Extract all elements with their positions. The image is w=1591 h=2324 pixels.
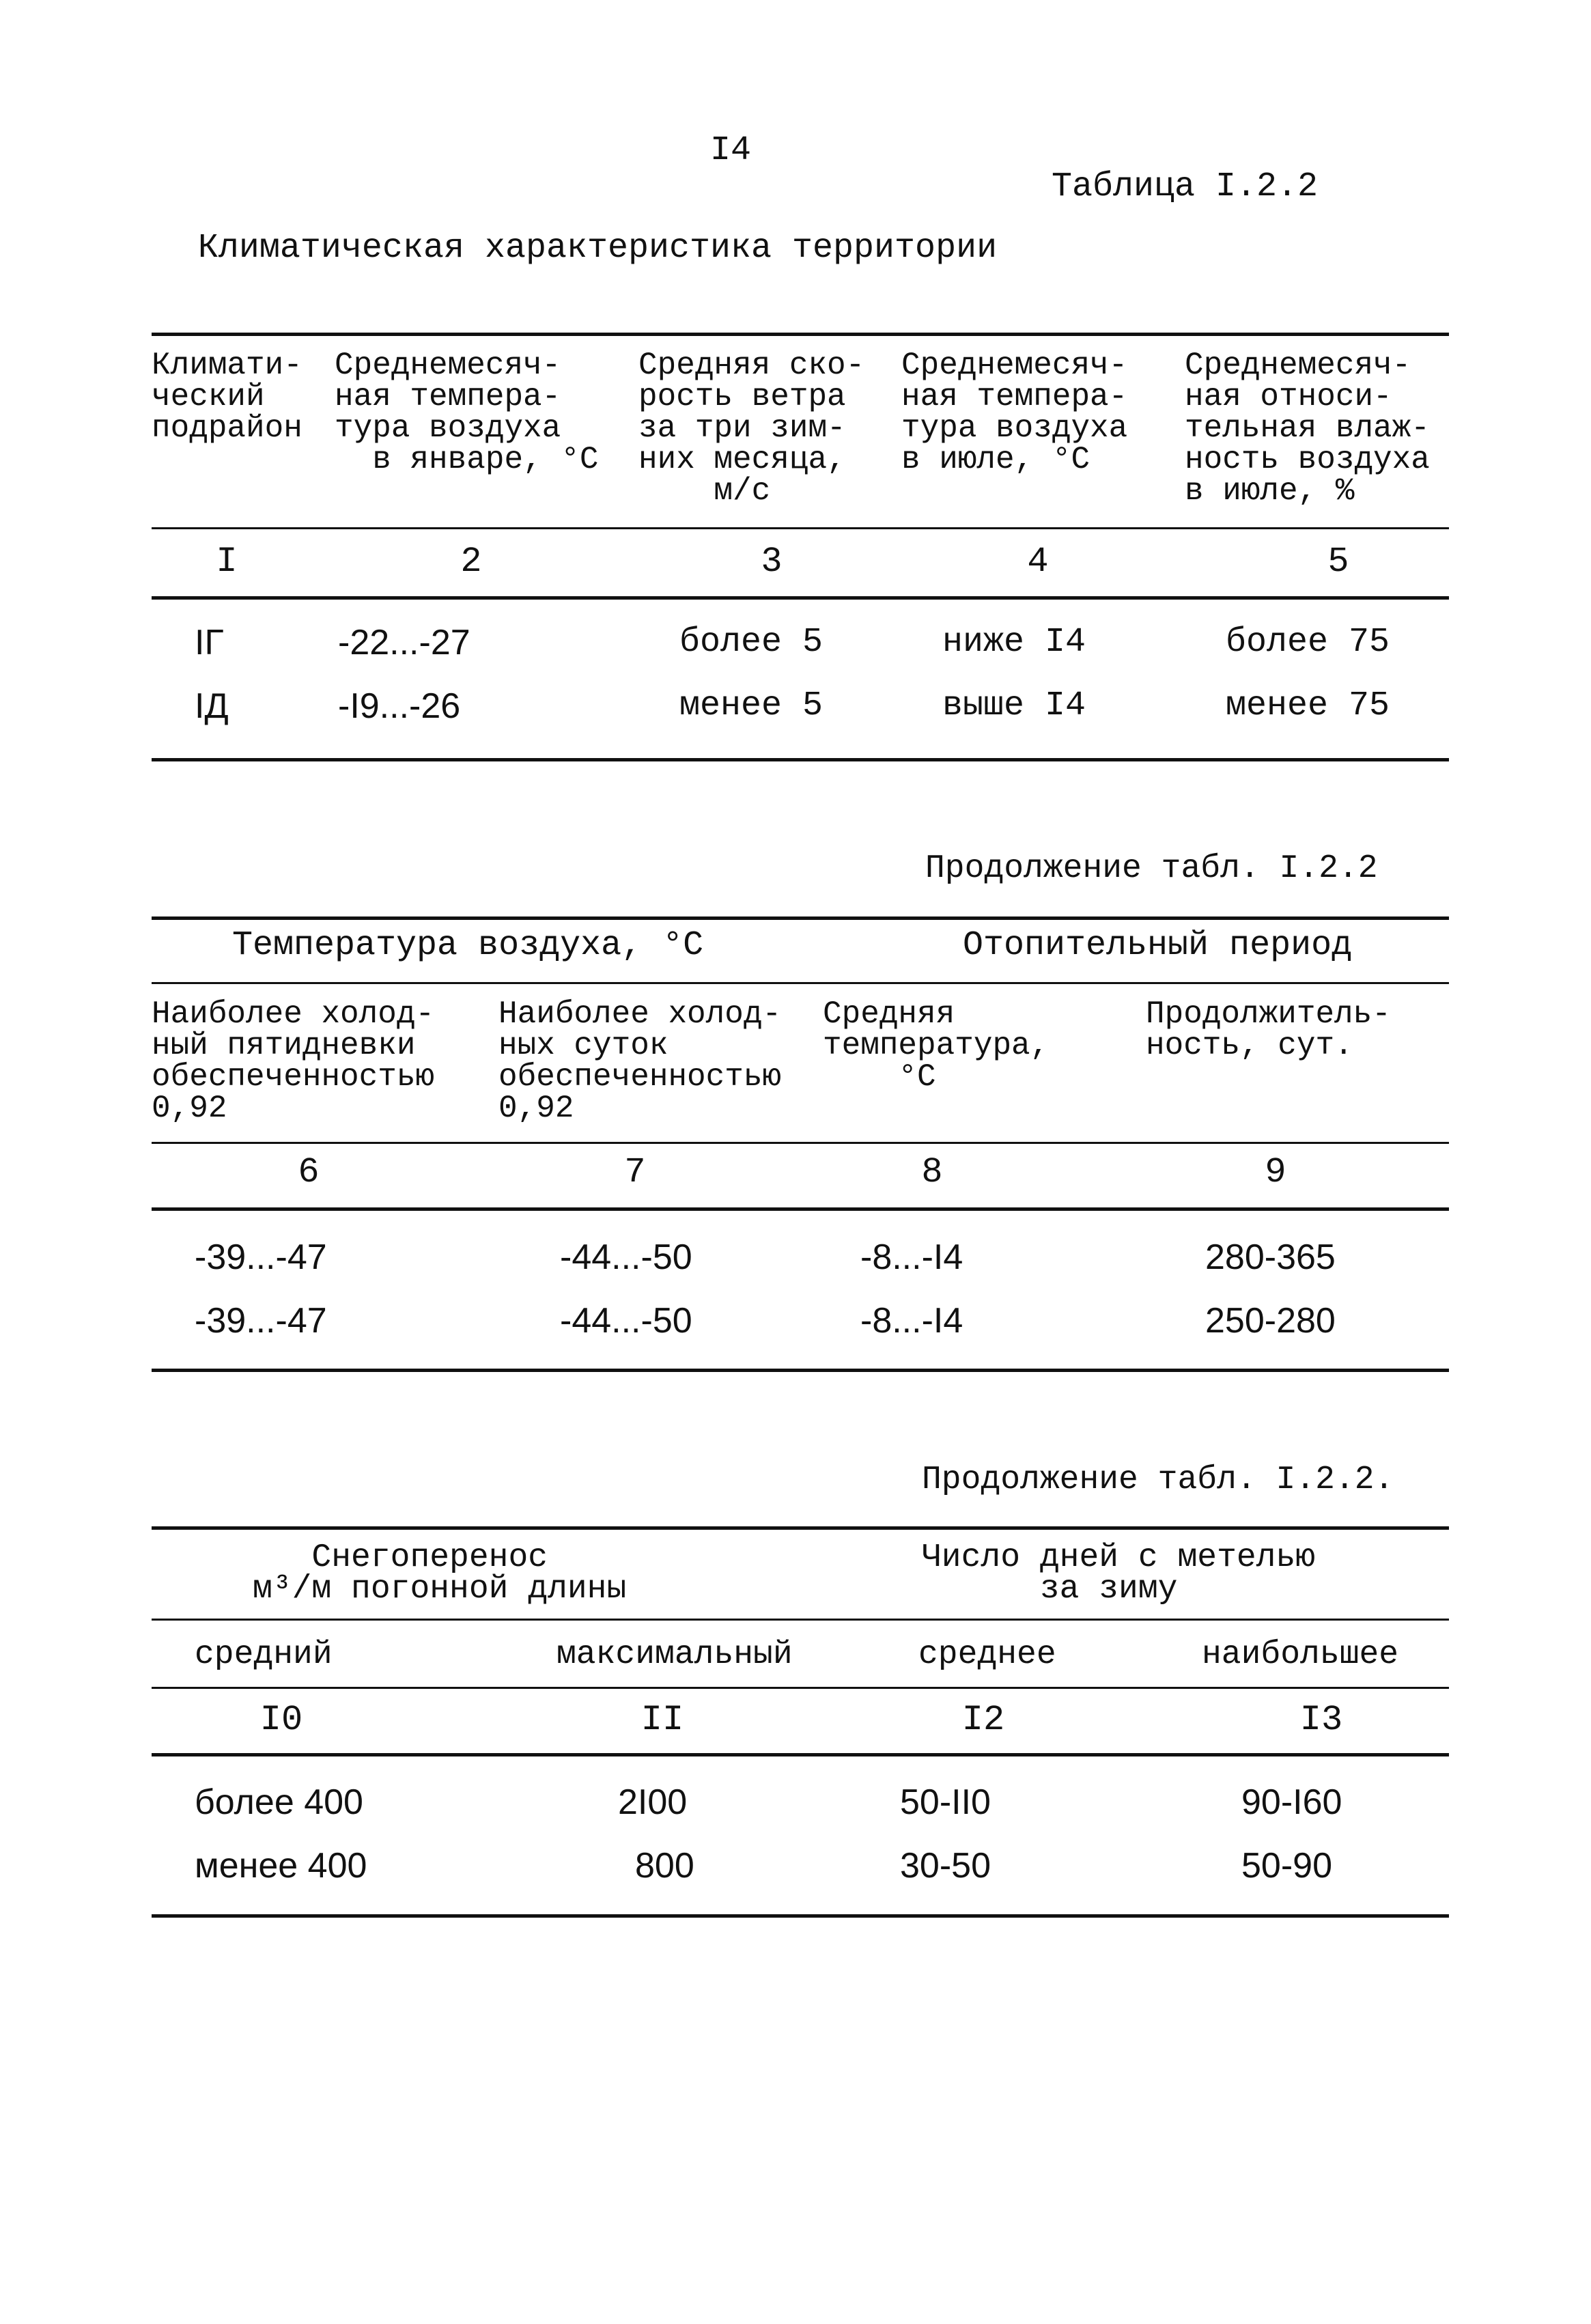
t3-colnum-11: II [640,1700,684,1740]
t3-group-snow-transfer: Снегоперенос м³/м погонной длины [253,1539,627,1608]
t1-colnum-2: 2 [460,542,482,582]
table-1-numbers-rule [152,596,1449,600]
t2-header-col9: Продолжитель- ность, сут. [1146,996,1391,1063]
t2-colnum-8: 8 [921,1152,943,1192]
t2-header-col8: Средняя температура, °С [823,996,1050,1095]
table-3-group-rule [152,1619,1449,1621]
table-3-bottom-rule [152,1914,1449,1918]
t1-row1-jan-temp: -22...-27 [338,623,470,662]
t1-row1-humidity: более 75 [1226,623,1390,662]
table-1-bottom-rule [152,758,1449,761]
t3-header-col13: наибольшее [1202,1636,1399,1673]
t1-header-col2: Среднемесяч- ная темпера- тура воздуха в январе, °С [335,348,599,477]
t1-row2-wind: менее 5 [679,686,823,725]
t1-row2-humidity: менее 75 [1226,686,1390,725]
t1-colnum-1: I [216,542,238,582]
t1-row2-jul-temp: выше I4 [942,686,1086,725]
continuation-label-1: Продолжение табл. I.2.2 [925,850,1378,887]
table-label: Таблица I.2.2 [1052,167,1319,206]
t2-group-air-temp: Температура воздуха, °С [232,926,704,965]
t2-row1-day: -44...-50 [560,1237,692,1277]
t3-row2-days-avg: 30-50 [900,1846,991,1886]
continuation-label-2: Продолжение табл. I.2.2. [922,1461,1394,1498]
t2-row2-avg-temp: -8...-I4 [860,1301,963,1341]
t3-header-col10: средний [195,1636,333,1673]
t1-header-col3: Средняя ско- рость ветра за три зим- них месяца, м/с [638,348,865,509]
table-title: Климатическая характеристика территории [197,229,998,268]
t3-colnum-13: I3 [1299,1700,1343,1740]
t2-row2-5day: -39...-47 [195,1301,327,1341]
t1-header-col5: Среднемесяч- ная относи- тельная влаж- ность воздуха в июле, % [1185,348,1430,509]
table-1-header-rule [152,527,1449,529]
t3-colnum-10: I0 [259,1700,303,1740]
t3-header-col12: среднее [918,1636,1056,1673]
t2-colnum-7: 7 [624,1152,646,1192]
t3-row1-days-avg: 50-II0 [900,1782,991,1822]
table-1-top-rule [152,333,1449,336]
t2-header-col7: Наиболее холод- ных суток обеспеченностью 0,92 [498,996,782,1126]
t2-header-col6: Наиболее холод- ный пятидневки обеспеченностью 0,92 [152,996,435,1126]
table-3-top-rule [152,1526,1449,1530]
t1-colnum-3: 3 [761,542,783,582]
t1-header-col1: Климати- ческий подрайон [152,348,302,446]
t2-colnum-6: 6 [298,1152,320,1192]
t1-row1-jul-temp: ниже I4 [942,623,1086,662]
t3-group-blizzard-days: Число дней с метелью за зиму [922,1539,1316,1608]
t2-row2-day: -44...-50 [560,1301,692,1341]
table-2-group-rule [152,982,1449,984]
t3-row2-max: 800 [635,1846,694,1886]
t1-colnum-4: 4 [1027,542,1049,582]
table-2-numbers-rule [152,1207,1449,1211]
t3-row2-avg: менее 400 [195,1846,367,1886]
table-2-top-rule [152,916,1449,920]
t3-colnum-12: I2 [961,1700,1005,1740]
table-3-header-rule [152,1687,1449,1689]
t2-row1-5day: -39...-47 [195,1237,327,1277]
t2-row1-avg-temp: -8...-I4 [860,1237,963,1277]
t1-header-col4: Среднемесяч- ная темпера- тура воздуха в июле, °С [901,348,1128,477]
t1-row2-jan-temp: -I9...-26 [338,686,461,726]
table-3-numbers-rule [152,1753,1449,1756]
table-2-header-rule [152,1142,1449,1144]
page-number: I4 [710,131,752,170]
t2-colnum-9: 9 [1265,1152,1286,1192]
t3-row1-days-max: 90-I60 [1241,1782,1342,1822]
t3-header-col11: максимальный [557,1636,793,1673]
t3-row1-avg: более 400 [195,1782,363,1822]
t3-row2-days-max: 50-90 [1241,1846,1332,1886]
t1-colnum-5: 5 [1327,542,1349,582]
t2-row2-duration: 250-280 [1205,1301,1336,1341]
t3-row1-max: 2I00 [618,1782,688,1822]
t2-group-heating: Отопительный период [963,926,1353,965]
t2-row1-duration: 280-365 [1205,1237,1336,1277]
t1-row1-wind: более 5 [679,623,823,662]
t1-row2-subregion: IД [195,686,229,726]
table-2-bottom-rule [152,1369,1449,1372]
t1-row1-subregion: IГ [195,623,224,662]
